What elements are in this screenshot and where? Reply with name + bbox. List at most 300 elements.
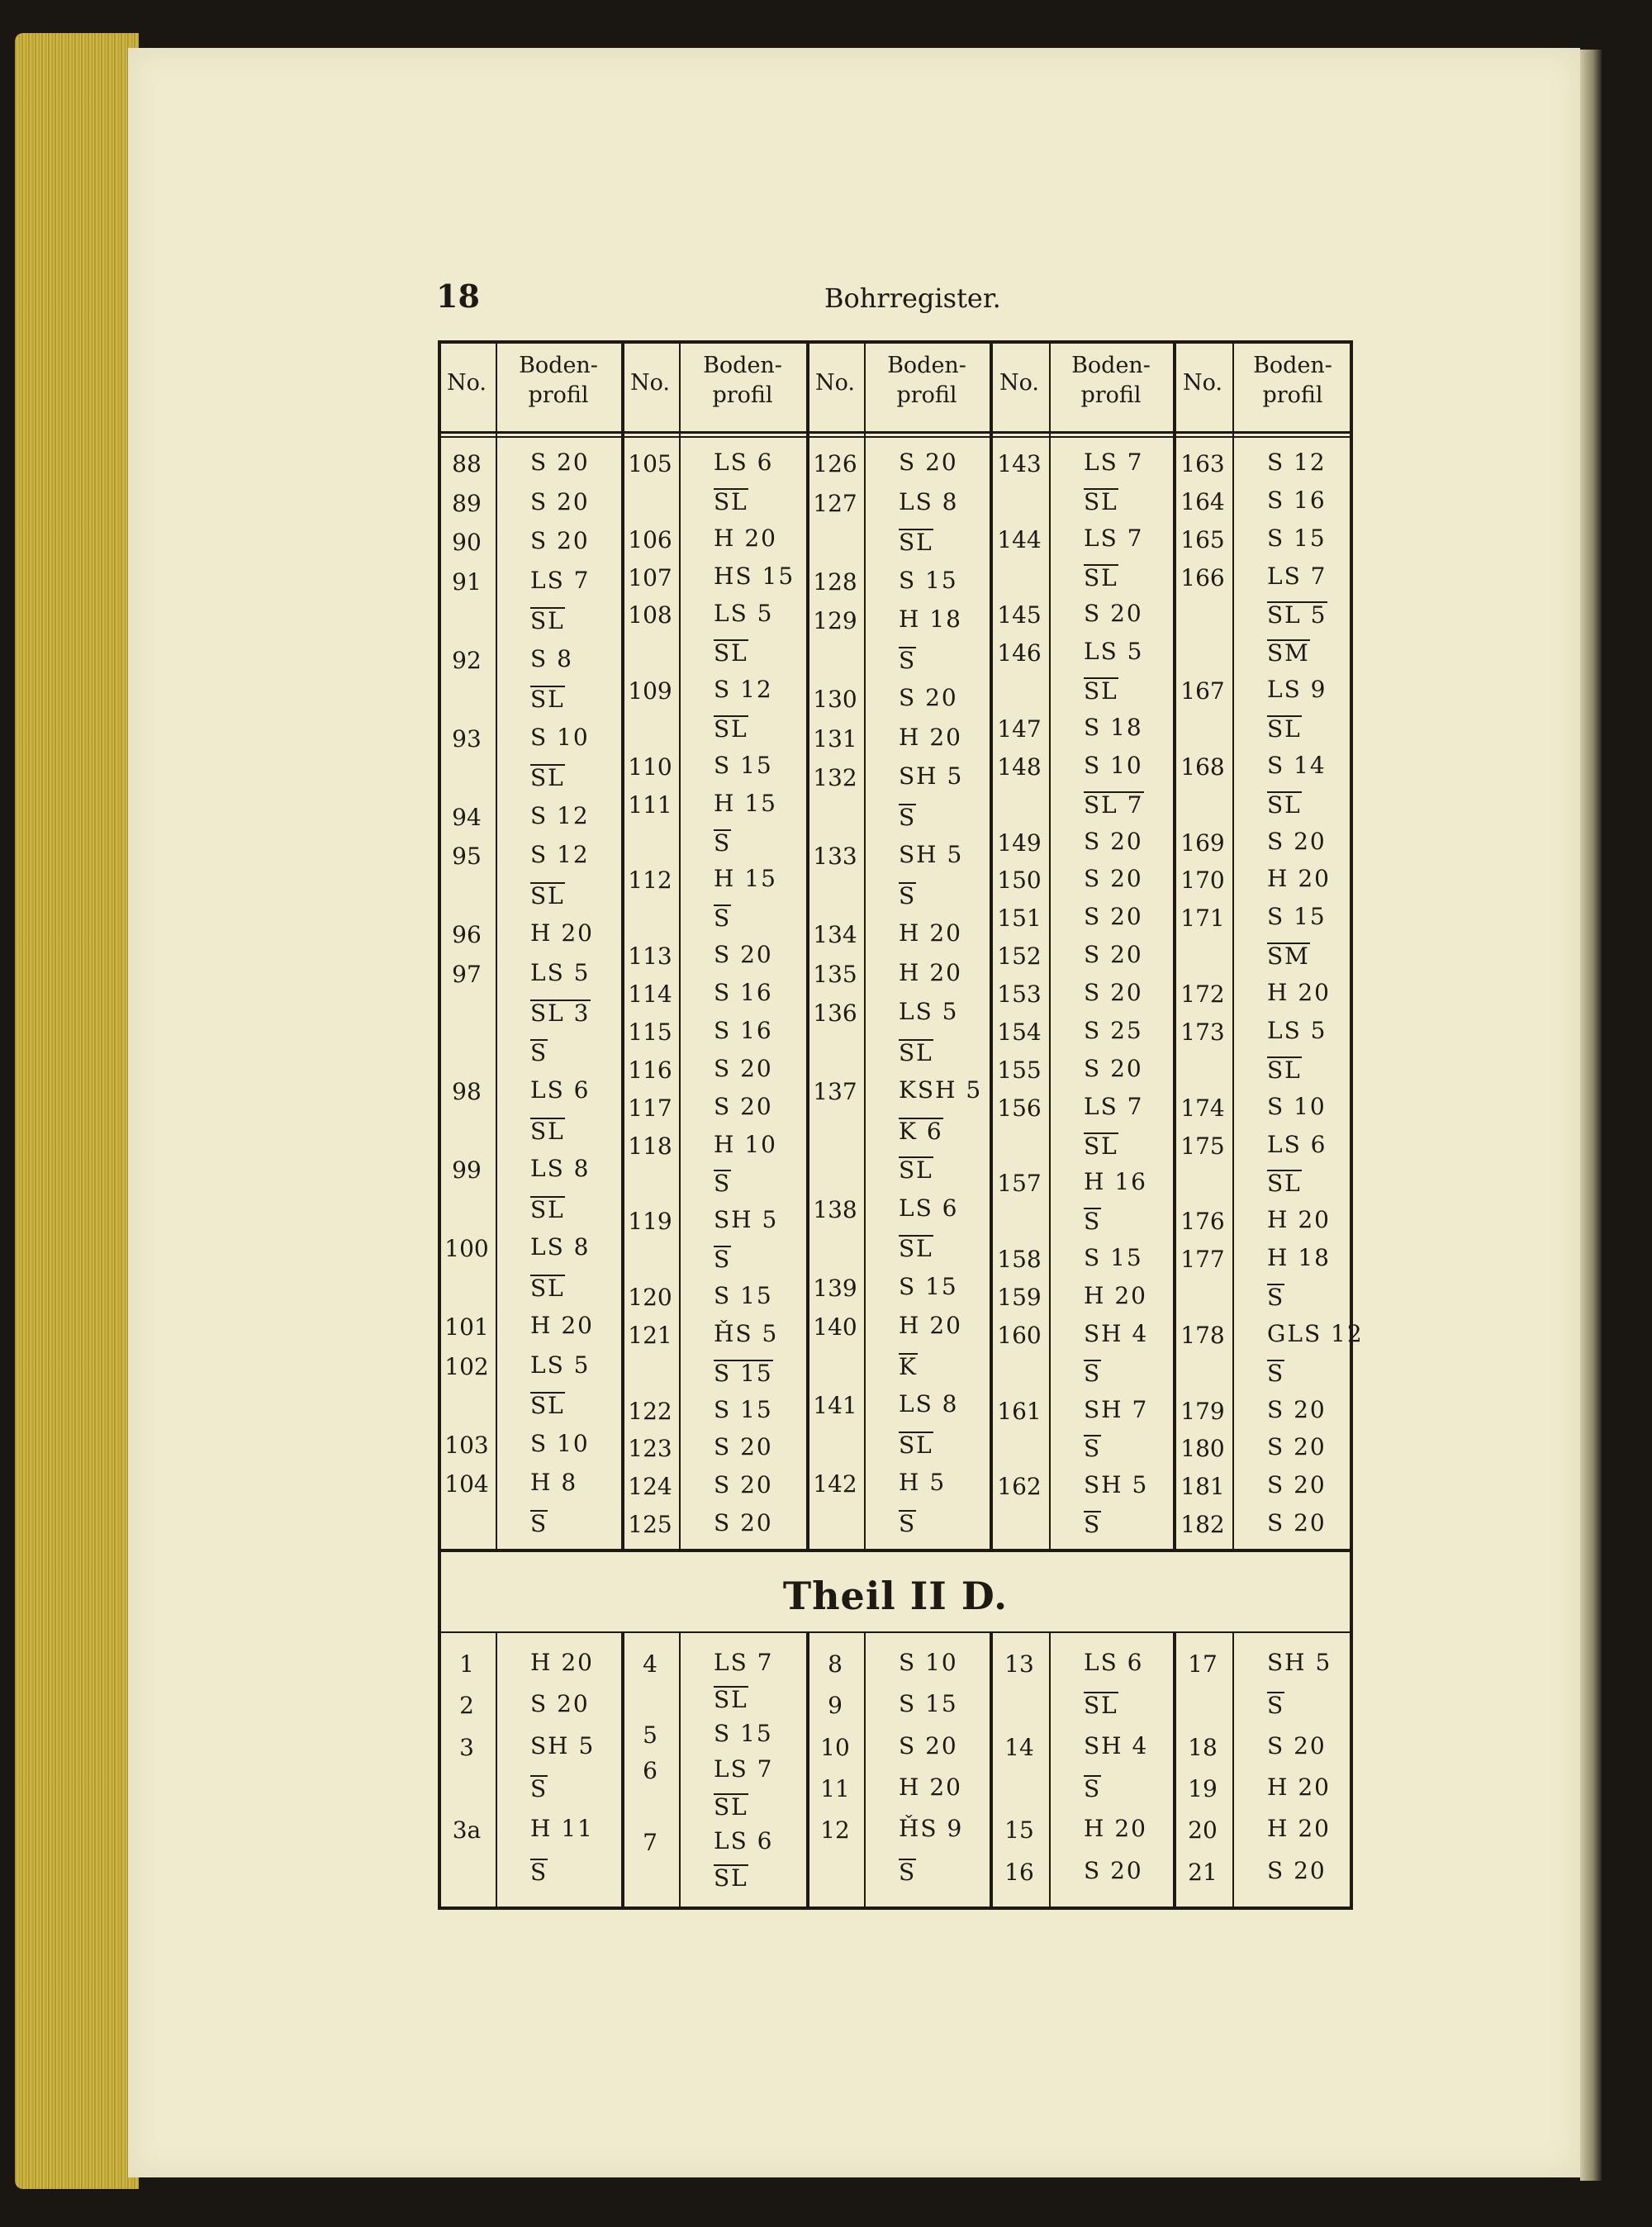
profile-code: S 20: [1267, 1395, 1327, 1423]
entry-number: 109: [628, 677, 672, 705]
profile-code: S 20: [1084, 941, 1143, 969]
entry-number: 100: [444, 1235, 489, 1262]
profile-code: S 20: [714, 1092, 773, 1120]
profile-code: S 20: [1084, 865, 1143, 893]
entry-number: 135: [813, 960, 857, 988]
profile-sublayer: S: [1267, 1692, 1285, 1720]
entry-number: 106: [628, 525, 672, 553]
profile-sublayer: SL: [1084, 1132, 1118, 1160]
entry-number: 108: [628, 601, 672, 629]
entry-number: 166: [1180, 563, 1225, 591]
profile-code: LS 5: [899, 998, 959, 1025]
entry-number: 147: [997, 715, 1042, 743]
entry-number: 114: [628, 981, 672, 1009]
profile-code: SH 5: [1267, 1649, 1332, 1676]
profile-code: KSH 5: [899, 1076, 983, 1104]
profile-code: S 20: [714, 941, 773, 969]
entry-number: 130: [813, 686, 857, 713]
profile-sublayer: SL: [899, 1431, 933, 1459]
profile-code: LS 8: [899, 1390, 959, 1417]
profile-sublayer: S: [714, 829, 732, 857]
column-rule: [1232, 340, 1234, 1549]
profile-code: GLS 12: [1267, 1319, 1364, 1347]
entry-number: 5: [643, 1721, 657, 1750]
profile-code: LS 6: [530, 1076, 591, 1104]
profile-code: SH 7: [1084, 1395, 1149, 1423]
header-no: No.: [999, 370, 1039, 396]
profile-code: LS 7: [714, 1649, 774, 1676]
entry-number: 97: [452, 960, 482, 988]
profile-code: S 16: [714, 1016, 773, 1044]
profile-sublayer: SL: [899, 1235, 933, 1262]
section-rule: [438, 1631, 1353, 1633]
entry-number: 6: [643, 1757, 657, 1785]
profile-sublayer: SL: [899, 1038, 933, 1066]
profile-sublayer: SL: [530, 881, 565, 909]
profile-code: H 15: [714, 789, 777, 817]
profile-sublayer: SL 7: [1084, 791, 1144, 819]
profile-sublayer: SL: [899, 529, 933, 556]
entry-number: 141: [813, 1392, 857, 1419]
profile-code: LS 7: [1084, 524, 1144, 552]
header-rule: [438, 431, 1353, 434]
profile-sublayer: S: [899, 803, 917, 831]
entry-number: 145: [997, 601, 1042, 629]
header-bodenprofil-line2: profil: [896, 382, 957, 409]
header-bodenprofil: [864, 351, 990, 411]
profile-sublayer: SL: [1267, 791, 1302, 819]
entry-number: 170: [1180, 867, 1225, 895]
profile-sublayer: SL: [530, 686, 565, 713]
profile-code: S 20: [530, 449, 590, 476]
profile-code: LS 7: [1084, 1092, 1144, 1120]
profile-sublayer: SL: [530, 607, 565, 634]
page-number: 18: [436, 278, 480, 315]
profile-sublayer: SL 5: [1267, 601, 1327, 629]
profile-code: LS 7: [1267, 562, 1327, 590]
entry-number: 151: [997, 905, 1042, 933]
profile-code: S 10: [1084, 751, 1143, 779]
profile-code: LS 8: [899, 487, 959, 515]
entry-number: 105: [628, 450, 672, 477]
column-rule: [496, 1631, 497, 1910]
entry-number: 156: [997, 1094, 1042, 1122]
profile-code: ȞS 5: [714, 1319, 779, 1347]
entry-number: 119: [628, 1208, 672, 1236]
profile-code: S 15: [714, 1281, 773, 1309]
profile-sublayer: SL: [714, 1864, 748, 1892]
profile-sublayer: S: [1267, 1283, 1285, 1311]
column-rule: [1232, 1631, 1234, 1910]
header-no: No.: [1183, 370, 1222, 396]
entry-number: 150: [997, 867, 1042, 895]
entry-number: 125: [628, 1511, 672, 1539]
profile-code: S 10: [899, 1649, 958, 1676]
entry-number: 19: [1188, 1775, 1218, 1802]
entry-number: 16: [1004, 1858, 1034, 1886]
profile-code: SH 5: [1084, 1471, 1149, 1499]
profile-sublayer: S: [714, 905, 732, 933]
header-bodenprofil: [1232, 351, 1353, 411]
entry-number: 175: [1180, 1132, 1225, 1160]
profile-code: H 18: [899, 605, 962, 633]
entry-number: 18: [1188, 1733, 1218, 1761]
profile-code: ȞS 9: [899, 1815, 964, 1843]
profile-code: S 20: [1084, 979, 1143, 1007]
entry-number: 123: [628, 1435, 672, 1463]
profile-sublayer: S: [530, 1038, 548, 1066]
header-bodenprofil-line1: Boden-: [1253, 353, 1332, 378]
entry-number: 122: [628, 1397, 672, 1425]
profile-sublayer: S 15: [714, 1359, 773, 1387]
profile-code: LS 8: [530, 1155, 591, 1182]
header-bodenprofil-line1: Boden-: [887, 353, 966, 378]
profile-code: S 15: [1084, 1244, 1143, 1272]
profile-code: S 20: [1084, 1054, 1143, 1082]
entry-number: 2: [459, 1692, 474, 1720]
profile-sublayer: S: [1084, 1359, 1102, 1387]
entry-number: 171: [1180, 905, 1225, 933]
profile-code: H 20: [530, 1312, 594, 1339]
profile-code: S 20: [714, 1471, 773, 1499]
profile-code: H 18: [1267, 1244, 1331, 1272]
profile-code: LS 6: [1267, 1130, 1327, 1158]
profile-code: H 20: [899, 1774, 962, 1801]
header-rule: [438, 436, 1353, 438]
entry-number: 14: [1004, 1733, 1034, 1761]
profile-code: S 12: [530, 841, 590, 868]
profile-sublayer: SL 3: [530, 1000, 591, 1027]
profile-code: LS 9: [1267, 676, 1327, 704]
entry-number: 7: [643, 1828, 657, 1856]
entry-number: 4: [643, 1650, 657, 1678]
profile-code: LS 7: [1084, 449, 1144, 476]
entry-number: 162: [997, 1473, 1042, 1501]
profile-code: S 12: [1267, 449, 1327, 476]
profile-code: S 20: [714, 1509, 773, 1537]
entry-number: 17: [1188, 1650, 1218, 1678]
profile-code: SH 5: [899, 841, 964, 868]
entry-number: 173: [1180, 1018, 1225, 1046]
profile-sublayer: SL: [1084, 563, 1118, 591]
entry-number: 133: [813, 843, 857, 870]
profile-code: S 16: [714, 979, 773, 1007]
entry-number: 89: [452, 489, 482, 517]
entry-number: 90: [452, 529, 482, 556]
entry-number: 163: [1180, 450, 1225, 477]
header-bodenprofil-line2: profil: [1262, 382, 1323, 409]
entry-number: 139: [813, 1274, 857, 1302]
profile-code: S 10: [530, 723, 590, 751]
column-rule: [1049, 340, 1051, 1549]
profile-code: H 16: [1084, 1168, 1147, 1196]
profile-code: SH 4: [1084, 1319, 1149, 1347]
entry-number: 167: [1180, 677, 1225, 705]
entry-number: 181: [1180, 1473, 1225, 1501]
column-rule: [1173, 340, 1176, 1549]
profile-code: SH 5: [714, 1206, 779, 1234]
entry-number: 128: [813, 567, 857, 596]
entry-number: 120: [628, 1283, 672, 1311]
profile-sublayer: SL: [530, 1392, 565, 1419]
entry-number: 154: [997, 1018, 1042, 1046]
column-rule: [621, 1631, 624, 1910]
profile-code: S 15: [714, 1395, 773, 1423]
entry-number: 21: [1188, 1858, 1218, 1886]
profile-code: H 20: [1267, 1206, 1331, 1234]
profile-code: S 15: [899, 566, 958, 594]
profile-sublayer: SL: [1084, 1692, 1118, 1720]
entry-number: 121: [628, 1321, 672, 1349]
header-no: No.: [630, 370, 670, 396]
column-rule: [1049, 1631, 1051, 1910]
entry-number: 101: [444, 1313, 489, 1341]
entry-number: 115: [628, 1018, 672, 1046]
profile-sublayer: K 6: [899, 1117, 943, 1145]
entry-number: 98: [452, 1078, 482, 1105]
entry-number: 169: [1180, 829, 1225, 857]
profile-code: H 20: [899, 958, 962, 986]
entry-number: 112: [628, 867, 672, 895]
entry-number: 153: [997, 981, 1042, 1009]
profile-sublayer: SL: [714, 1793, 748, 1821]
entry-number: 157: [997, 1170, 1042, 1198]
right-page-edge: [1580, 50, 1602, 2181]
profile-code: H 20: [899, 1312, 962, 1339]
profile-code: SH 4: [1084, 1731, 1149, 1759]
profile-code: LS 6: [899, 1194, 959, 1222]
profile-sublayer: S: [899, 881, 917, 909]
entry-number: 3: [459, 1733, 474, 1761]
profile-sublayer: S: [899, 646, 917, 674]
entry-number: 158: [997, 1246, 1042, 1274]
profile-code: S 15: [899, 1690, 958, 1718]
entry-number: 99: [452, 1156, 482, 1184]
entry-number: 131: [813, 724, 857, 753]
profile-code: S 20: [899, 684, 958, 711]
entry-number: 103: [444, 1431, 489, 1459]
entry-number: 160: [997, 1321, 1042, 1349]
entry-number: 10: [820, 1733, 850, 1761]
entry-number: 155: [997, 1056, 1042, 1084]
entry-number: 93: [452, 724, 482, 753]
entry-number: 144: [997, 525, 1042, 553]
profile-sublayer: S: [530, 1509, 548, 1537]
profile-code: S 18: [1084, 714, 1143, 742]
profile-sublayer: SL: [1084, 487, 1118, 515]
profile-sublayer: SM: [1267, 943, 1310, 971]
profile-code: H 20: [1084, 1281, 1147, 1309]
header-no: No.: [447, 370, 487, 396]
entry-number: 177: [1180, 1246, 1225, 1274]
entry-number: 88: [452, 450, 482, 477]
entry-number: 164: [1180, 487, 1225, 515]
profile-code: H 15: [714, 865, 777, 893]
profile-code: S 8: [530, 644, 573, 672]
profile-code: H 8: [530, 1469, 578, 1496]
entry-number: 148: [997, 753, 1042, 781]
entry-number: 129: [813, 607, 857, 634]
entry-number: 176: [1180, 1208, 1225, 1236]
column-rule: [806, 1631, 809, 1910]
profile-code: S 20: [1084, 1856, 1143, 1884]
profile-sublayer: SL: [899, 1156, 933, 1184]
column-rule: [806, 340, 809, 1549]
profile-sublayer: S: [714, 1246, 732, 1274]
profile-code: S 14: [1267, 751, 1327, 779]
profile-code: LS 6: [714, 449, 774, 476]
profile-code: S 20: [1267, 827, 1327, 855]
entry-number: 118: [628, 1132, 672, 1160]
entry-number: 165: [1180, 525, 1225, 553]
profile-sublayer: SL: [530, 1195, 565, 1223]
profile-sublayer: S: [714, 1170, 732, 1198]
header-bodenprofil-line2: profil: [712, 382, 773, 409]
entry-number: 138: [813, 1195, 857, 1223]
profile-sublayer: SL: [714, 487, 748, 515]
profile-code: S 20: [1267, 1433, 1327, 1461]
profile-code: S 15: [1267, 903, 1327, 931]
profile-sublayer: SL: [714, 715, 748, 743]
column-rule: [990, 340, 993, 1549]
entry-number: 172: [1180, 981, 1225, 1009]
header-bodenprofil: [496, 351, 621, 411]
profile-code: S 20: [1267, 1471, 1327, 1499]
entry-number: 92: [452, 646, 482, 674]
entry-number: 140: [813, 1313, 857, 1341]
header-bodenprofil: [679, 351, 806, 411]
profile-code: S 15: [714, 1720, 773, 1748]
entry-number: 159: [997, 1283, 1042, 1311]
entry-number: 15: [1004, 1816, 1034, 1845]
entry-number: 13: [1004, 1650, 1034, 1678]
profile-sublayer: S: [1084, 1775, 1102, 1802]
header-bodenprofil-line1: Boden-: [1071, 353, 1151, 378]
profile-code: S 16: [1267, 486, 1327, 514]
profile-code: H 20: [1267, 865, 1331, 893]
entry-number: 1: [459, 1650, 474, 1678]
page-edges: [15, 33, 139, 2189]
profile-code: LS 7: [714, 1755, 774, 1783]
profile-code: H 20: [1084, 1815, 1147, 1843]
section-rule: [438, 1549, 1353, 1552]
profile-code: H 10: [714, 1130, 777, 1158]
header-bodenprofil: [1049, 351, 1173, 411]
profile-code: S 15: [714, 751, 773, 779]
profile-sublayer: S: [899, 1509, 917, 1537]
profile-code: LS 5: [530, 1351, 591, 1379]
profile-code: S 15: [1267, 524, 1327, 552]
entry-number: 9: [828, 1692, 843, 1720]
profile-code: H 20: [1267, 1815, 1331, 1843]
profile-code: H 20: [899, 723, 962, 751]
profile-code: LS 5: [714, 600, 774, 628]
profile-code: S 25: [1084, 1016, 1143, 1044]
entry-number: 136: [813, 1000, 857, 1027]
entry-number: 117: [628, 1094, 672, 1122]
column-rule: [679, 340, 681, 1549]
entry-number: 146: [997, 639, 1042, 667]
entry-number: 132: [813, 764, 857, 791]
entry-number: 95: [452, 843, 482, 870]
entry-number: 180: [1180, 1435, 1225, 1463]
entry-number: 142: [813, 1470, 857, 1498]
profile-sublayer: SL: [1084, 677, 1118, 705]
entry-number: 116: [628, 1056, 672, 1084]
profile-sublayer: SL: [714, 639, 748, 667]
entry-number: 110: [628, 753, 672, 781]
profile-code: H 20: [899, 919, 962, 947]
profile-code: S 20: [530, 527, 590, 554]
entry-number: 20: [1188, 1816, 1218, 1845]
entry-number: 137: [813, 1078, 857, 1105]
entry-number: 174: [1180, 1094, 1225, 1122]
header-bodenprofil-line2: profil: [528, 382, 589, 409]
entry-number: 127: [813, 489, 857, 517]
header-bodenprofil-line1: Boden-: [703, 353, 782, 378]
profile-sublayer: SL: [530, 764, 565, 791]
profile-code: S 20: [530, 1690, 590, 1718]
entry-number: 124: [628, 1473, 672, 1501]
profile-sublayer: S: [530, 1775, 548, 1802]
entry-number: 111: [628, 791, 672, 819]
profile-code: LS 6: [714, 1826, 774, 1854]
profile-code: SH 5: [899, 762, 964, 790]
entry-number: 3a: [452, 1816, 482, 1845]
profile-sublayer: SL: [1267, 1170, 1302, 1198]
entry-number: 182: [1180, 1511, 1225, 1539]
profile-code: H 11: [530, 1815, 594, 1843]
column-rule: [864, 340, 866, 1549]
entry-number: 134: [813, 921, 857, 948]
entry-number: 179: [1180, 1397, 1225, 1425]
profile-sublayer: SL: [530, 1117, 565, 1145]
profile-sublayer: K: [899, 1352, 918, 1380]
profile-sublayer: S: [1084, 1435, 1102, 1463]
profile-code: S 10: [1267, 1092, 1327, 1120]
profile-sublayer: SM: [1267, 639, 1310, 667]
column-rule: [1173, 1631, 1176, 1910]
profile-code: S 15: [899, 1272, 958, 1300]
entry-number: 96: [452, 921, 482, 948]
profile-code: HS 15: [714, 562, 795, 590]
profile-sublayer: SL: [1267, 715, 1302, 743]
entry-number: 94: [452, 803, 482, 831]
profile-code: LS 5: [530, 958, 591, 986]
profile-code: S 20: [1267, 1856, 1327, 1884]
profile-code: LS 7: [530, 566, 591, 594]
profile-code: H 20: [1267, 979, 1331, 1007]
profile-sublayer: S: [1084, 1208, 1102, 1236]
profile-sublayer: SL: [1267, 1056, 1302, 1084]
profile-code: H 20: [530, 919, 594, 947]
column-rule: [679, 1631, 681, 1910]
header-no: No.: [815, 370, 855, 396]
entry-number: 104: [444, 1470, 489, 1498]
profile-code: H 20: [714, 524, 777, 552]
profile-code: H 5: [899, 1469, 947, 1496]
profile-sublayer: S: [1084, 1511, 1102, 1539]
column-rule: [621, 340, 624, 1549]
profile-code: S 10: [530, 1429, 590, 1457]
entry-number: 149: [997, 829, 1042, 857]
entry-number: 113: [628, 943, 672, 971]
profile-code: S 20: [714, 1054, 773, 1082]
entry-number: 143: [997, 450, 1042, 477]
profile-code: H 20: [1267, 1774, 1331, 1801]
profile-code: LS 5: [1084, 638, 1144, 666]
profile-code: S 12: [530, 801, 590, 829]
